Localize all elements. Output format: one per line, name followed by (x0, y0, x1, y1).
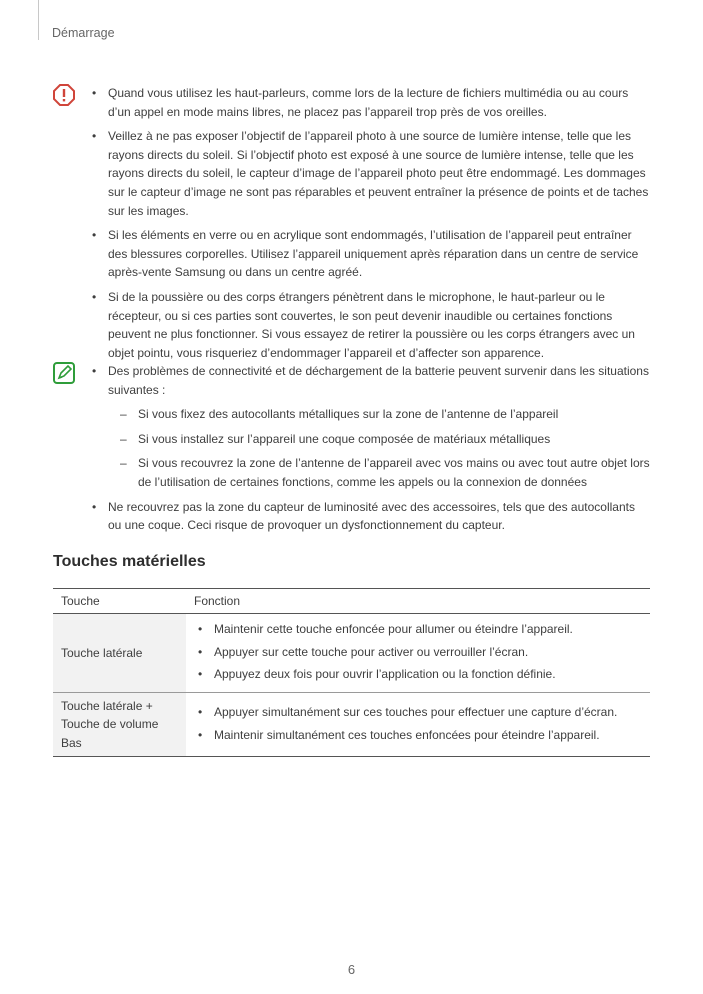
caution-item: • Veillez à ne pas exposer l’objectif de l’appareil photo à une source de lumière intense, telle que les rayons directs du soleil. Si l’objectif photo est exposé à une source de lumière intense, telle que les rayons directs du soleil, le capteur d’image de l’appareil photo peut être endommagé. Les dommages sur le capteur d’image ne sont pas réparables et peuvent entraîner la présence de points et de taches sur les images. (108, 127, 651, 220)
key-name: Touche latérale (53, 614, 186, 693)
function-item: • Maintenir simultanément ces touches enfoncées pour éteindre l’appareil. (214, 726, 642, 745)
header-divider (38, 0, 39, 40)
column-header: Fonction (186, 589, 650, 614)
caution-item: • Quand vous utilisez les haut-parleurs, comme lors de la lecture de fichiers multimédia ou au cours d’un appel en mode mains libres, ne placez pas l’appareil trop près de vos oreilles. (108, 84, 651, 121)
function-item: • Appuyez deux fois pour ouvrir l’application ou la fonction définie. (214, 665, 642, 684)
section-label: Démarrage (52, 26, 115, 40)
note-subitem: – Si vous installez sur l’appareil une coque composée de matériaux métalliques (138, 430, 651, 449)
key-functions (186, 614, 650, 693)
caution-item: • Si de la poussière ou des corps étrangers pénètrent dans le microphone, le haut-parleur ou le récepteur, ou si ces parties sont couvertes, le son peut devenir inaudible ou certaines fonctions peuvent ne plus fonctionner. Si vous essayez de retirer la poussière ou les corps étrangers avec un objet pointu, vous risqueriez d’endommager l’appareil et d’affecter son apparence. (108, 288, 651, 362)
function-item: • Appuyer sur cette touche pour activer ou verrouiller l’écran. (214, 643, 642, 662)
column-header: Touche (53, 589, 186, 614)
function-item: • Appuyer simultanément sur ces touches pour effectuer une capture d’écran. (214, 703, 642, 722)
table-row (53, 614, 650, 693)
section-heading: Touches matérielles (53, 553, 206, 570)
page-number: 6 (347, 962, 356, 977)
function-item: • Maintenir cette touche enfoncée pour allumer ou éteindre l’appareil. (214, 620, 642, 639)
note-subitem: – Si vous fixez des autocollants métalliques sur la zone de l’antenne de l’appareil (138, 405, 651, 424)
caution-block (53, 84, 651, 368)
note-item: • Ne recouvrez pas la zone du capteur de luminosité avec des accessoires, tels que des autocollants ou une coque. Ceci risque de provoquer un dysfonctionnement du capteur. (108, 498, 651, 535)
note-subitem: – Si vous recouvrez la zone de l’antenne de l’appareil avec vos mains ou avec tout autre objet lors de l’utilisation de certaines fonctions, comme les appels ou la connexion de données (138, 454, 651, 491)
hardware-keys-table (53, 588, 650, 757)
key-name: Touche latérale + Touche de volume Bas (53, 692, 186, 757)
caution-icon (53, 84, 75, 106)
note-item: • Des problèmes de connectivité et de déchargement de la batterie peuvent survenir dans les situations suivantes : – Si vous fixez des autocollants métalliques sur la zone de l’antenne de l’appareil – Si vous installez sur l’appareil une coque composée de matériaux métalliques – Si vous recouvrez la zone de l’antenne de l’appareil avec vos mains ou avec tout autre objet lors de l’utilisation de certaines fonctions, comme les appels ou la connexion de données (108, 362, 651, 492)
key-functions (186, 692, 650, 757)
caution-item: • Si les éléments en verre ou en acrylique sont endommagés, l’utilisation de l’appareil peut entraîner des blessures corporelles. Utilisez l’appareil uniquement après réparation dans un centre de service après-vente Samsung ou dans un centre agréé. (108, 226, 651, 282)
note-block (53, 362, 651, 541)
note-icon (53, 362, 75, 384)
table-row (53, 692, 650, 757)
